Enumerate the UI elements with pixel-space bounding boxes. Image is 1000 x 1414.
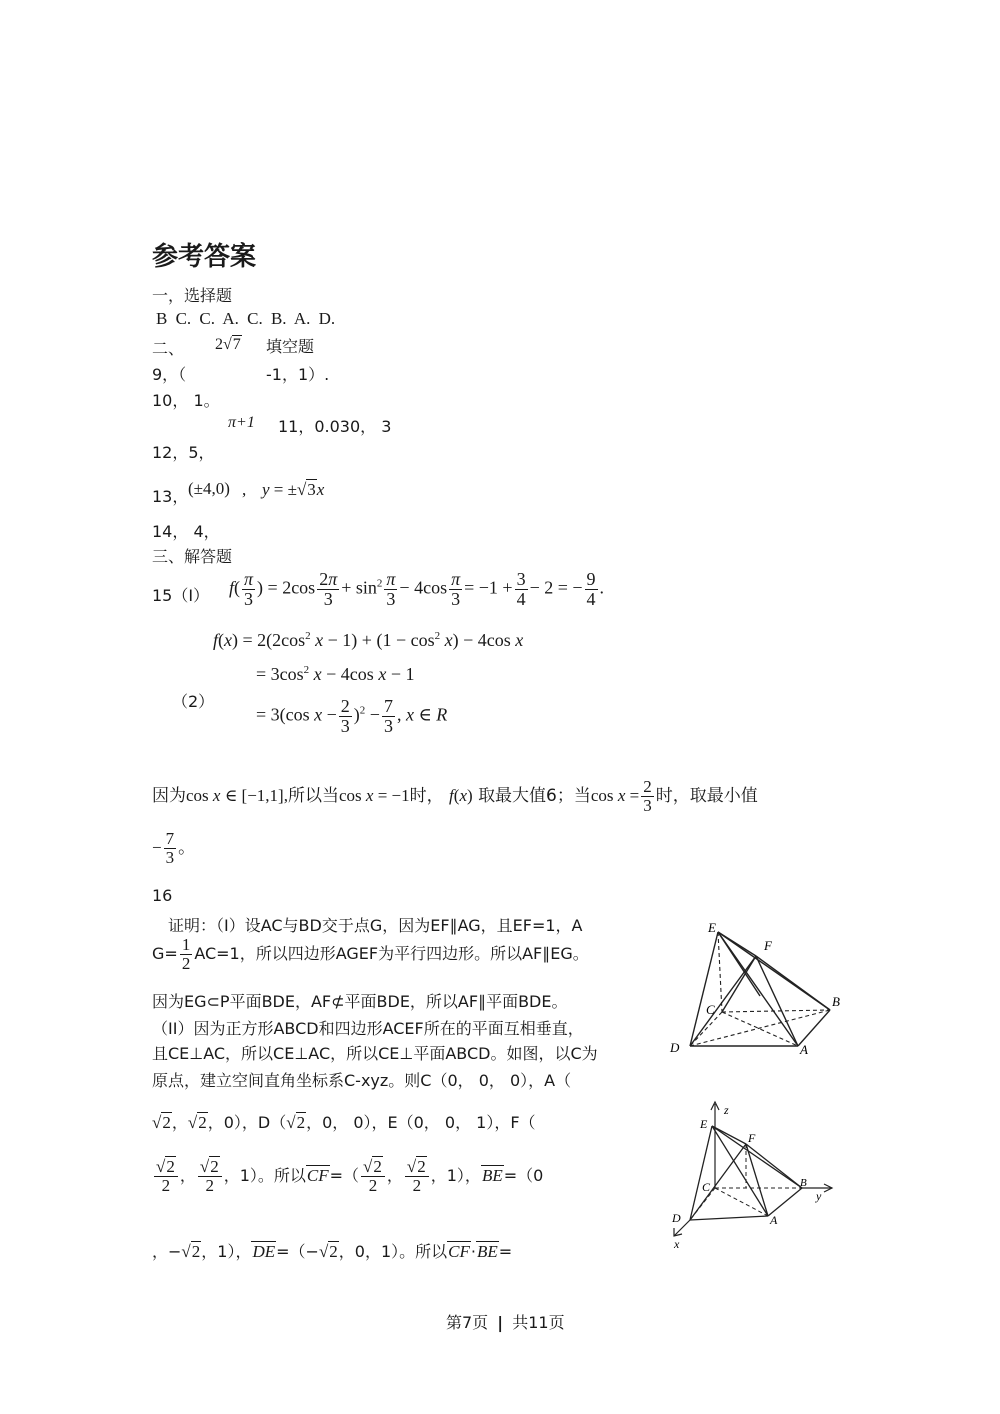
q16-line5: 且CE⊥AC，所以CE⊥AC，所以CE⊥平面ABCD。如图，以C为	[152, 1044, 598, 1063]
q16-line6: 原点，建立空间直角坐标系C-xyz。则C（0， 0， 0），A（	[152, 1071, 572, 1090]
choice-answers: B C. C. A. C. B. A. D.	[156, 309, 336, 328]
q16-line7: √2，√2，0），D（√2，0， 0），E（0， 0， 1），F（	[152, 1113, 536, 1132]
fig2-label-z: z	[724, 1103, 729, 1117]
q15-line2: = $3\cos^2$ x − 4cos x − 1	[256, 664, 415, 684]
q11-expression: π+1	[228, 414, 255, 431]
q16-line4: （II）因为正方形ABCD和四边形ACEF所在的平面互相垂直，	[152, 1019, 584, 1038]
q13-expression-2: y = ±√3x	[262, 480, 325, 499]
fig1-label-E: E	[708, 920, 716, 935]
section1-heading: 一，选择题	[152, 286, 233, 305]
q9-suffix: -1，1）.	[266, 365, 330, 384]
q16-line8: $\frac{√2}{2}$ ， $\frac{√2}{2}$ ，1）。所以CF=（ $\frac{√2}{2}$ ， $\frac{√2}{2}$ ，1），BE=（0	[156, 1157, 544, 1195]
q9-prefix: 9，（	[152, 365, 187, 384]
q13-label: 13，	[152, 487, 189, 506]
q16-line1: 证明：（I）设AC与BD交于点G，因为EF∥AG，且EF=1，A	[168, 916, 583, 935]
fig2-label-F: F	[748, 1131, 756, 1145]
q15-part2-label: （2）	[172, 692, 215, 711]
q15-line3: = 3(cos x − $\frac{2}{3}$ )$^2$ − $\frac{7}{3}$ , x ∈ R	[256, 696, 448, 736]
q16-label: 16	[152, 886, 173, 905]
q9-expression: 2√7	[215, 336, 241, 353]
fig1-label-C: C	[706, 1002, 715, 1017]
q15-label: 15（I）	[152, 586, 210, 605]
page-footer	[446, 1310, 565, 1333]
fig2-label-x: x	[674, 1237, 680, 1251]
fig2-label-C: C	[702, 1180, 711, 1194]
q16-line2: G= $\frac{1}{2}$ AC=1，所以四边形AGEF为平行四边形。所以AF∥EG。	[152, 935, 589, 973]
q13-expression-1: (±4,0)	[188, 479, 230, 498]
fig2-label-y: y	[816, 1189, 822, 1203]
q11-answer: 11，0.030， 3	[278, 417, 392, 436]
solid-figure-1	[660, 916, 850, 1066]
q16-line9: ，−√2，1），DE=（−√2，0，1）。所以CF·BE=	[152, 1242, 513, 1261]
total-pages: 共11页	[512, 1313, 565, 1332]
page-title: 参考答案	[152, 242, 257, 272]
fig2-label-B: B	[800, 1177, 807, 1189]
fig2-label-E: E	[700, 1117, 708, 1131]
q10-answer: 10， 1。	[152, 391, 220, 410]
q15-part1-equation: f( $\frac{\pi}{3}$ ) = 2cos $\frac{2\pi}{3}$ + $\sin^2$ $\frac{\pi}{3}$ − 4cos $\frac{\pi}{3}$ = −1 + $\frac{3}{4}$ − 2 = − $\frac{9}{4}$ .	[229, 569, 605, 609]
q15-conclusion: 因为cos x ∈ [−1,1],所以当cos x = −1时， f(x) 取最大值6；当cos x = $\frac{2}{3}$ 时，取最小值	[152, 777, 758, 815]
fig2-label-D: D	[672, 1211, 681, 1225]
section3-heading: 三、解答题	[152, 547, 233, 566]
fig1-label-F: F	[764, 938, 772, 953]
fig2-label-A: A	[770, 1213, 778, 1227]
current-page: 第7页	[446, 1313, 489, 1332]
q15-min-value: − $\frac{7}{3}$ 。	[152, 829, 196, 867]
footer-divider: |	[497, 1313, 504, 1332]
section2-heading-suffix: 填空题	[266, 337, 315, 356]
q13-comma: ,	[242, 480, 247, 499]
q15-line1: $f(x) = 2(2\cos^2$ $x - 1) + (1 - \cos^2 x) - 4\cos$ x	[213, 630, 524, 650]
q16-line3: 因为EG⊂P平面BDE，AF⊄平面BDE，所以AF∥平面BDE。	[152, 992, 568, 1011]
fig1-label-B: B	[832, 994, 840, 1009]
q14-answer: 14， 4，	[152, 522, 220, 541]
q12-answer: 12，5，	[152, 443, 215, 462]
fig1-label-D: D	[670, 1040, 680, 1055]
solid-figure-2	[660, 1098, 850, 1258]
fig1-label-A: A	[800, 1042, 808, 1057]
section2-heading-prefix: 二、	[152, 339, 185, 358]
